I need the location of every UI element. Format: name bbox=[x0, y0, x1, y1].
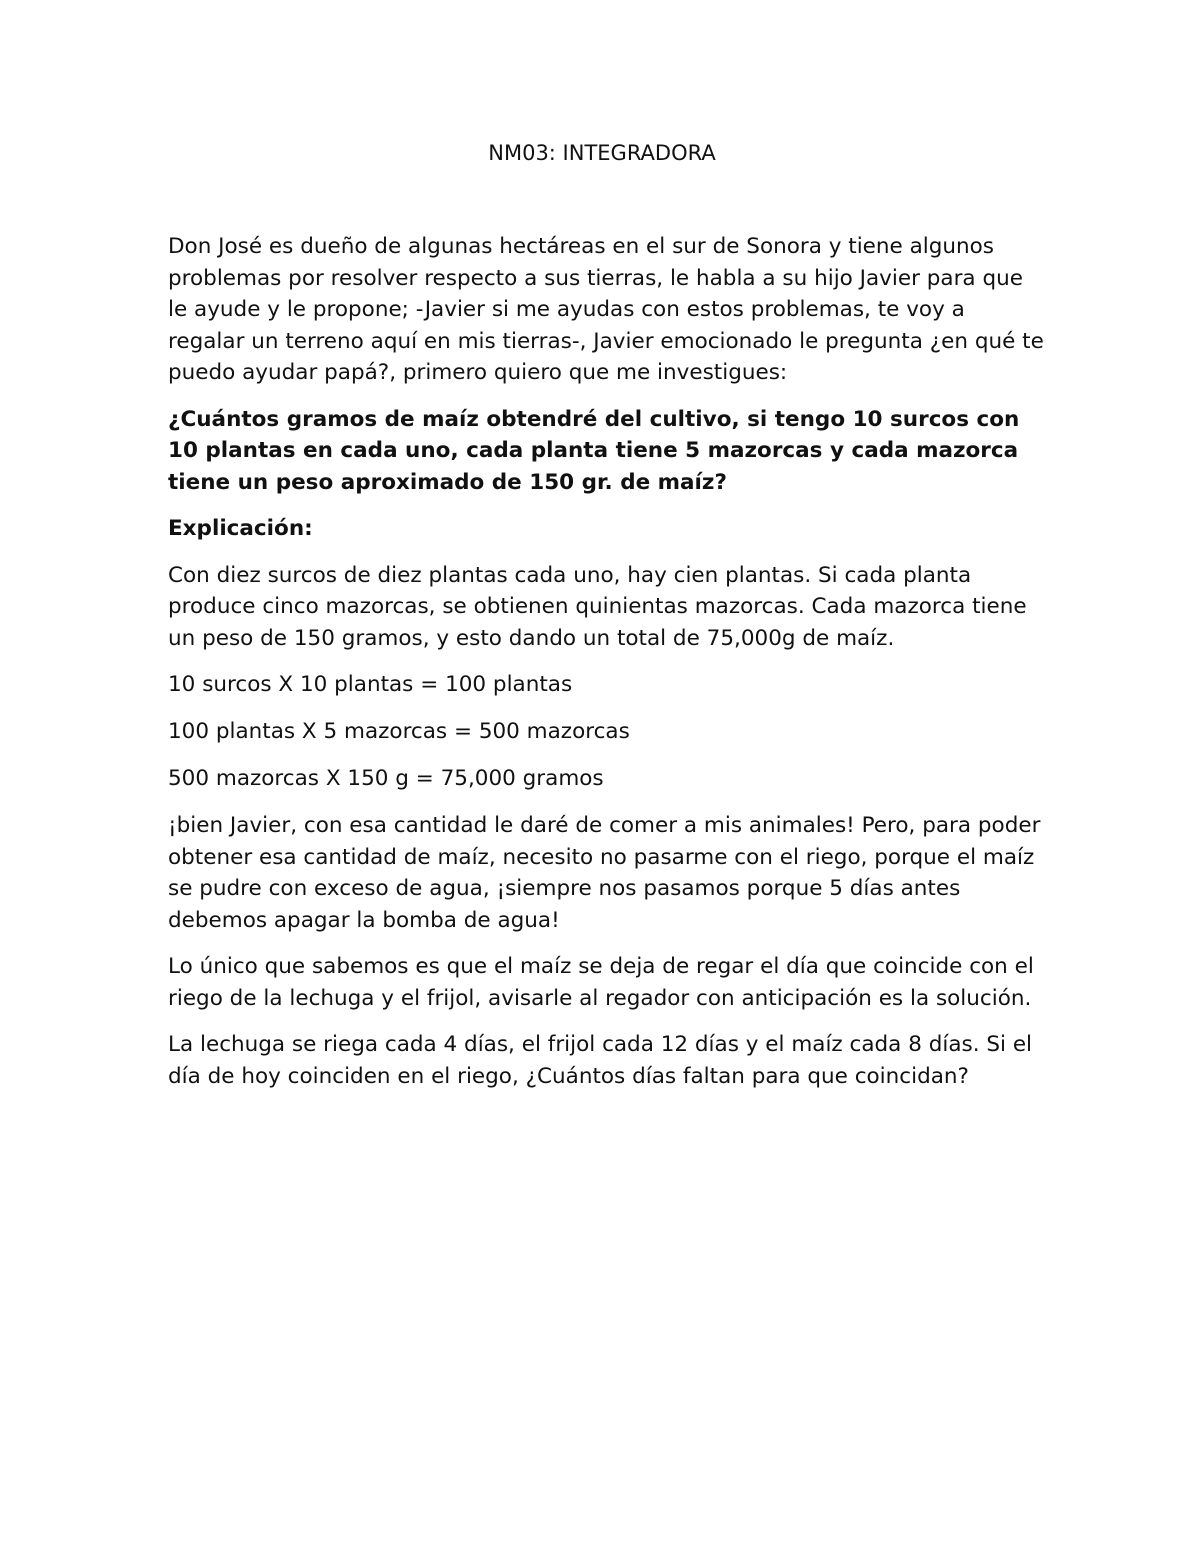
equation-line-2: 100 plantas X 5 mazorcas = 500 mazorcas bbox=[168, 719, 630, 744]
equation-line-1: 10 surcos X 10 plantas = 100 plantas bbox=[168, 672, 573, 697]
paragraph-question: ¿Cuántos gramos de maíz obtendré del cultivo, si tengo 10 surcos con 10 plantas en cada uno, cada planta tiene 5 mazorcas y cada mazorca tiene un peso aproximado de 150 gr. de maíz? bbox=[168, 406, 1020, 495]
paragraph-explanation: Con diez surcos de diez plantas cada uno, hay cien plantas. Si cada planta produce cinco mazorcas, se obtienen quinientas mazorcas. Cada mazorca tiene un peso de 150 gramos, y esto dando un total de 75,000g de maíz. bbox=[168, 562, 1027, 651]
paragraph-problem: La lechuga se riega cada 4 días, el frijol cada 12 días y el maíz cada 8 días. Si el día de hoy coinciden en el riego, ¿Cuántos días faltan para que coincidan? bbox=[168, 1032, 1033, 1089]
explanation-heading: Explicación: bbox=[168, 516, 313, 541]
document-title: NM03: INTEGRADORA bbox=[488, 141, 716, 165]
paragraph-intro: Don José es dueño de algunas hectáreas en el sur de Sonora y tiene algunos problemas por resolver respecto a sus tierras, le habla a su hijo Javier para que le ayude y le propone; -Javier si me ayudas con estos problemas, te voy a regalar un terreno aquí en mis tierras-, Javier emocionado le pregunta ¿en qué te puedo ayudar papá?, primero quiero que me investigues: bbox=[168, 234, 1044, 385]
equation-line-3: 500 mazorcas X 150 g = 75,000 gramos bbox=[168, 766, 604, 791]
document-body bbox=[168, 137, 1048, 1107]
paragraph-dialogue: ¡bien Javier, con esa cantidad le daré de comer a mis animales! Pero, para poder obtener esa cantidad de maíz, necesito no pasarme con el riego, porque el maíz se pudre con exceso de agua, ¡siempre nos pasamos porque 5 días antes debemos apagar la bomba de agua! bbox=[168, 813, 1041, 933]
paragraph-context: Lo único que sabemos es que el maíz se deja de regar el día que coincide con el riego de la lechuga y el frijol, avisarle al regador con anticipación es la solución. bbox=[168, 954, 1034, 1011]
